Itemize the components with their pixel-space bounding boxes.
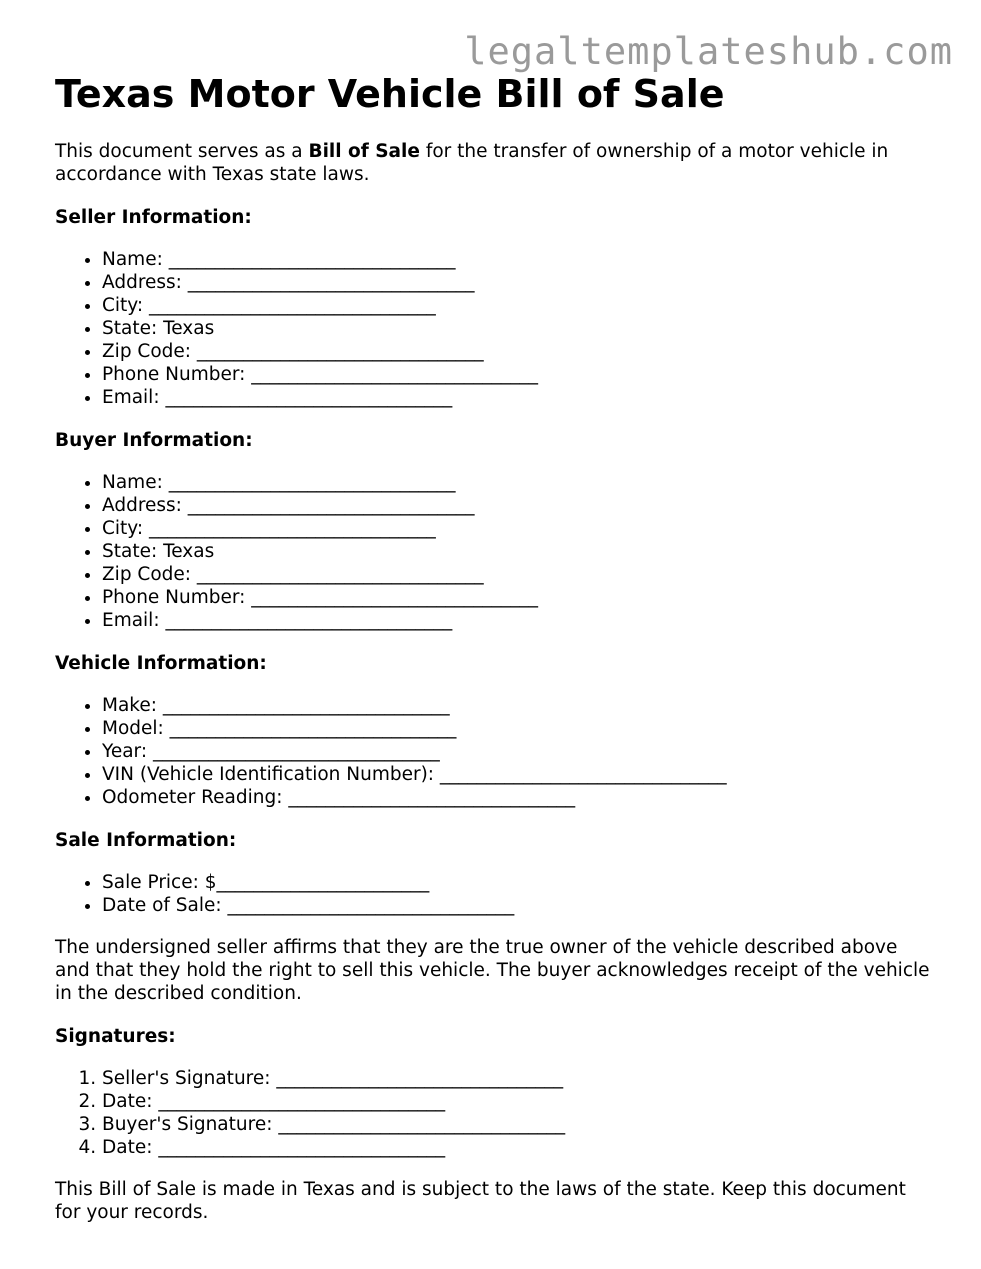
watermark: legaltemplateshub.com — [464, 30, 953, 73]
signatures-heading: Signatures: — [55, 1026, 176, 1047]
signatures-list — [55, 1067, 935, 1159]
list-item: • Name: _______________________________ — [102, 471, 935, 494]
list-item: • Email: _______________________________ — [102, 386, 935, 409]
seller-list — [55, 248, 935, 409]
list-item: • City: _______________________________ — [102, 517, 935, 540]
list-item: • Date of Sale: _______________________________ — [102, 894, 935, 917]
vehicle-list — [55, 694, 935, 809]
sale-heading: Sale Information: — [55, 830, 237, 851]
buyer-heading: Buyer Information: — [55, 430, 253, 451]
list-item: • Odometer Reading: _______________________________ — [102, 786, 935, 809]
list-item: 3. Buyer's Signature: _______________________________ — [102, 1113, 935, 1136]
list-item: • Address: _______________________________ — [102, 271, 935, 294]
list-item: 4. Date: _______________________________ — [102, 1136, 935, 1159]
list-item: • VIN (Vehicle Identification Number): _______________________________ — [102, 763, 935, 786]
list-item: • Zip Code: _______________________________ — [102, 563, 935, 586]
list-item: • City: _______________________________ — [102, 294, 935, 317]
list-item: • Zip Code: _______________________________ — [102, 340, 935, 363]
list-item: • Phone Number: _______________________________ — [102, 363, 935, 386]
list-item: • Email: _______________________________ — [102, 609, 935, 632]
affirmation-paragraph: The undersigned seller affirms that they are the true owner of the vehicle described above and that they hold the right to sell this vehicle. The buyer acknowledges receipt of the vehicle in the described condition. — [55, 937, 930, 1004]
vehicle-heading: Vehicle Information: — [55, 653, 267, 674]
page-title: Texas Motor Vehicle Bill of Sale — [55, 72, 725, 116]
list-item: • State: Texas — [102, 317, 935, 340]
intro-text-after: for the transfer of ownership of a motor vehicle in accordance with Texas state laws. — [55, 141, 889, 185]
intro-paragraph — [55, 140, 935, 186]
list-item: • Sale Price: $_______________________ — [102, 871, 935, 894]
document-page — [55, 68, 935, 1224]
list-item: • Year: _______________________________ — [102, 740, 935, 763]
list-item: • Model: _______________________________ — [102, 717, 935, 740]
intro-text-before: This document serves as a — [55, 141, 309, 162]
list-item: • Phone Number: _______________________________ — [102, 586, 935, 609]
list-item: 2. Date: _______________________________ — [102, 1090, 935, 1113]
list-item: • Address: _______________________________ — [102, 494, 935, 517]
list-item: • Make: _______________________________ — [102, 694, 935, 717]
closing-paragraph: This Bill of Sale is made in Texas and is subject to the laws of the state. Keep this document for your records. — [55, 1179, 906, 1223]
list-item: • State: Texas — [102, 540, 935, 563]
list-item: • Name: _______________________________ — [102, 248, 935, 271]
list-item: 1. Seller's Signature: _______________________________ — [102, 1067, 935, 1090]
seller-heading: Seller Information: — [55, 207, 252, 228]
sale-list — [55, 871, 935, 917]
buyer-list — [55, 471, 935, 632]
intro-bold-term: Bill of Sale — [308, 141, 420, 162]
